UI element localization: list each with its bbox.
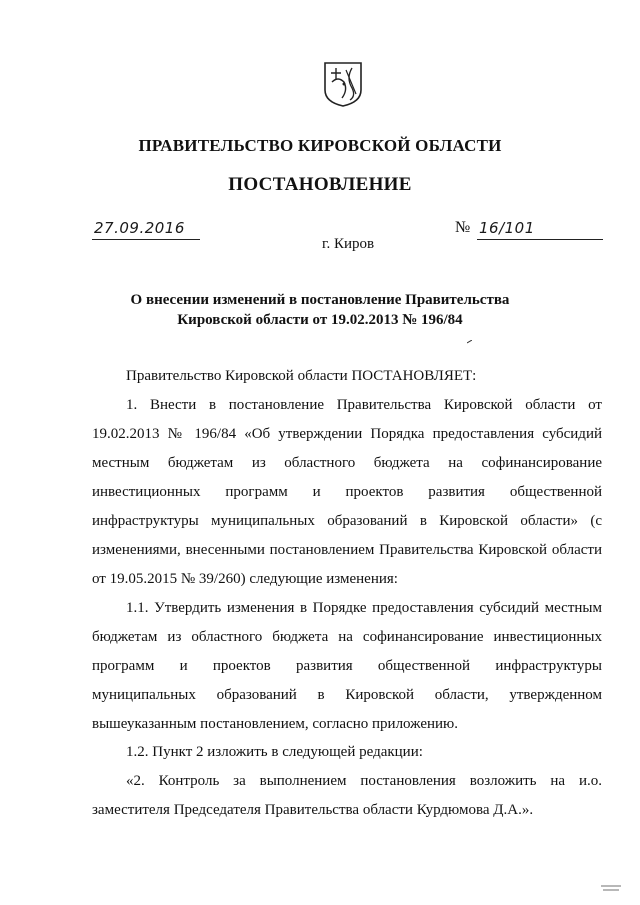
intro-text: Правительство Кировской области ПОСТАНОВЛЯЕТ: <box>126 368 477 384</box>
document-type: ПОСТАНОВЛЕНИЕ <box>228 174 412 195</box>
city: г. Киров <box>322 236 375 252</box>
paragraph-1-1 <box>92 594 602 739</box>
number-field <box>455 219 603 239</box>
subject-line-2: Кировской области от 19.02.2013 № 196/84 <box>177 312 463 328</box>
intro-paragraph <box>92 362 602 391</box>
paragraph-2-text: «2. Контроль за выполнением постановления возложить на и.о. заместителя Председателя Правительства области Курдюмова Д.А.». <box>92 773 602 818</box>
subject-line-1: О внесении изменений в постановление Правительства <box>130 292 510 308</box>
paragraph-1-1-text: 1.1. Утвердить изменения в Порядке предоставления субсидий местным бюджетам из областного бюджета на софинансирование инвестиционных программ и проектов развития общественной инфраструктуры муниципальных образований в Кировской области, утвержденном вышеуказанным постановлением, согласно приложению. <box>92 600 602 732</box>
organization-title: ПРАВИТЕЛЬСТВО КИРОВСКОЙ ОБЛАСТИ <box>138 136 502 155</box>
tick-mark <box>467 340 472 344</box>
kirov-coat-of-arms-icon <box>322 60 364 108</box>
paragraph-2 <box>92 767 602 825</box>
paragraph-1-2-text: 1.2. Пункт 2 изложить в следующей редакции: <box>126 744 423 760</box>
number-line <box>477 219 603 240</box>
paragraph-1-2 <box>92 738 602 767</box>
paragraph-1 <box>92 391 602 594</box>
number-sign: № <box>455 219 471 236</box>
number-value: 16/101 <box>479 219 535 237</box>
date-field <box>92 219 200 240</box>
corner-mark <box>600 884 622 892</box>
paragraph-1-text: 1. Внести в постановление Правительства Кировской области от 19.02.2013 № 196/84 «Об утверждении Порядка предоставления субсидий местным бюджетам из областного бюджета на софинансирование инвестиционных программ и проектов развития общественной инфраструктуры муниципальных образований в Кировской области» (с изменениями, внесенными постановлением Правительства Кировской области от 19.05.2015 № 39/260) следующие изменения: <box>92 397 602 587</box>
date-value: 27.09.2016 <box>94 219 185 237</box>
document-subject <box>0 290 640 330</box>
